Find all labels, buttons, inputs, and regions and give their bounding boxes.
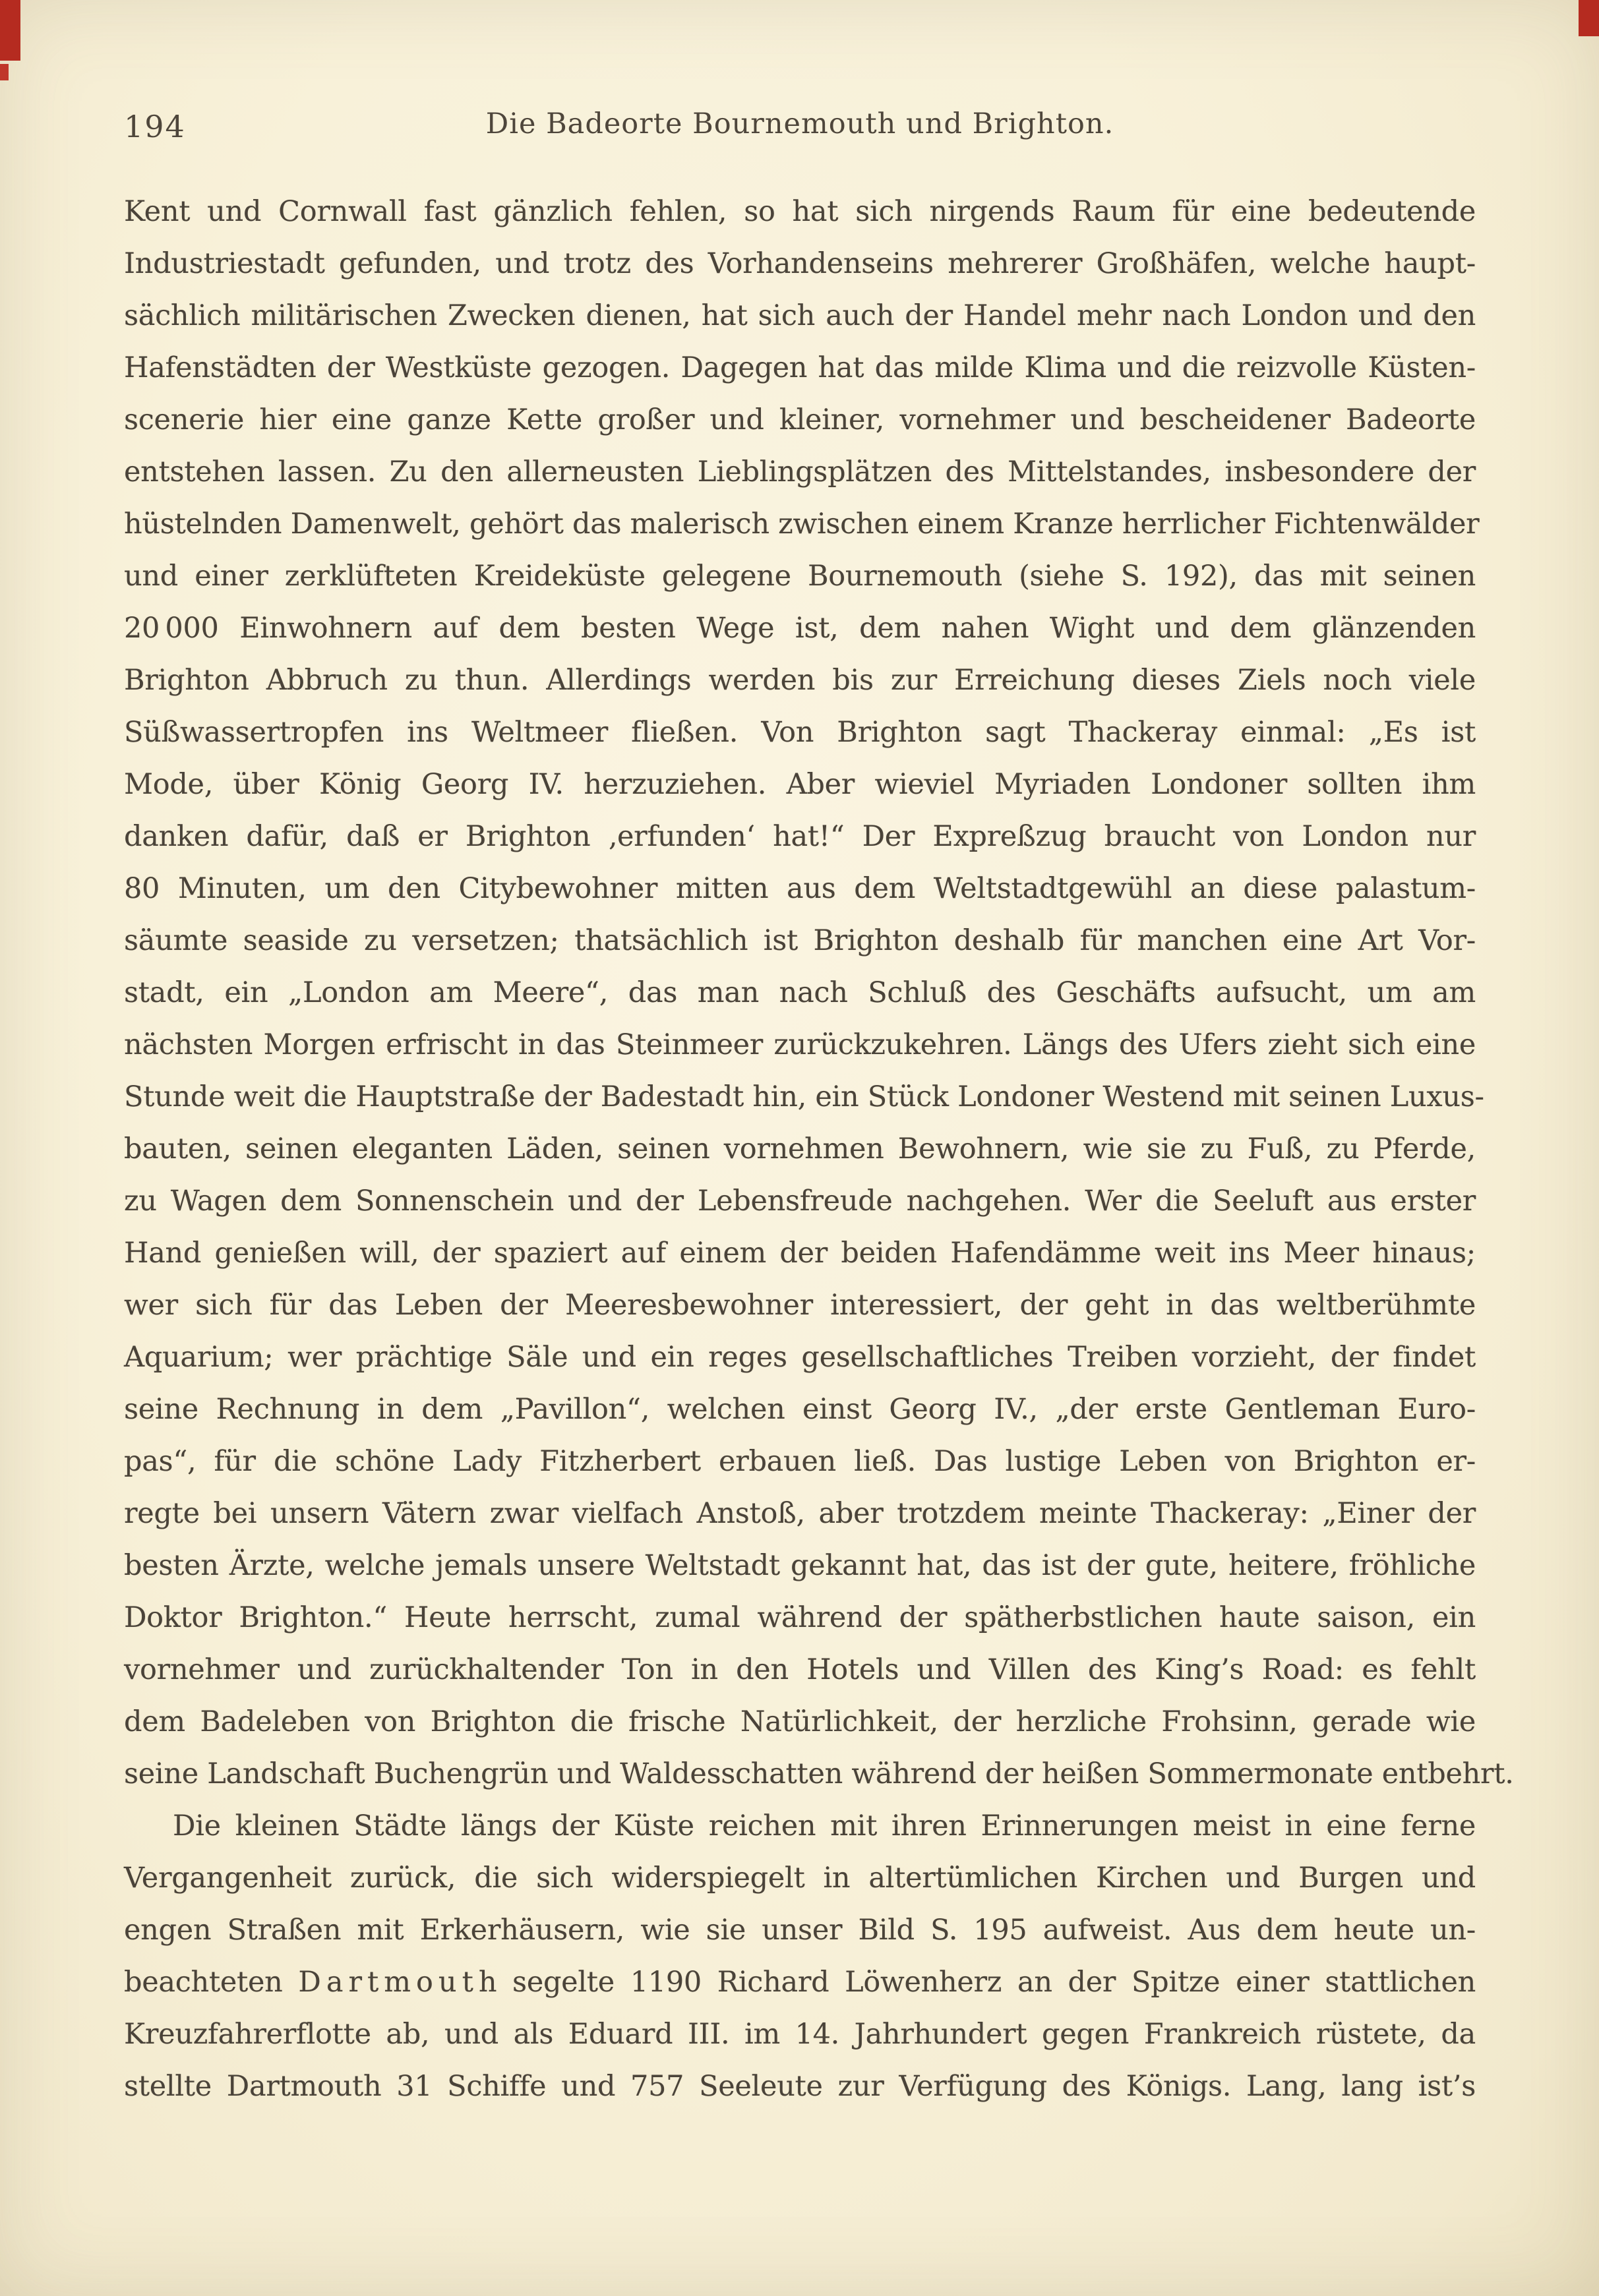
text-line: hüstelnden Damenwelt, gehört das malerisch zwischen einem Kranze herrlicher Fichtenwälder xyxy=(124,508,1480,541)
text-line: Vergangenheit zurück, die sich widerspiegelt in altertümlichen Kirchen und Burgen und xyxy=(124,1862,1476,1895)
text-line: Stunde weit die Hauptstraße der Badestadt hin, ein Stück Londoner Westend mit seinen Luxus- xyxy=(124,1080,1484,1113)
text-line: beachteten D a r t m o u t h segelte 1190 Richard Löwenherz an der Spitze einer stattlichen xyxy=(124,1966,1476,1999)
text-line: sächlich militärischen Zwecken dienen, hat sich auch der Handel mehr nach London und den xyxy=(124,299,1476,332)
text-line: regte bei unsern Vätern zwar vielfach Anstoß, aber trotzdem meinte Thackeray: „Einer der xyxy=(124,1497,1476,1530)
text-line: pas“, für die schöne Lady Fitzherbert erbauen ließ. Das lustige Leben von Brighton er- xyxy=(124,1445,1476,1478)
text-line: bauten, seinen eleganten Läden, seinen vornehmen Bewohnern, wie sie zu Fuß, zu Pferde, xyxy=(124,1133,1476,1165)
text-line: 20 000 Einwohnern auf dem besten Wege ist, dem nahen Wight und dem glänzenden xyxy=(124,612,1476,645)
text-line: Kreuzfahrerflotte ab, und als Eduard III. im 14. Jahrhundert gegen Frankreich rüstete, da xyxy=(124,2018,1476,2051)
running-title: Die Badeorte Bournemouth und Brighton. xyxy=(485,107,1114,140)
text-line: Hafenstädten der Westküste gezogen. Dagegen hat das milde Klima und die reizvolle Küsten- xyxy=(124,351,1476,384)
body-text xyxy=(124,186,1514,2113)
text-line: Brighton Abbruch zu thun. Allerdings werden bis zur Erreichung dieses Ziels noch viele xyxy=(124,664,1476,697)
text-line: scenerie hier eine ganze Kette großer und kleiner, vornehmer und bescheidener Badeorte xyxy=(124,403,1476,436)
text-line: Doktor Brighton.“ Heute herrscht, zumal während der spätherbstlichen haute saison, ein xyxy=(124,1601,1476,1634)
text-line: säumte seaside zu versetzen; thatsächlich ist Brighton deshalb für manchen eine Art Vor- xyxy=(124,924,1476,957)
text-line: nächsten Morgen erfrischt in das Steinmeer zurückzukehren. Längs des Ufers zieht sich eine xyxy=(124,1028,1476,1061)
scan-artifact-red-mark xyxy=(1579,0,1599,36)
text-line: Mode, über König Georg IV. herzuziehen. Aber wieviel Myriaden Londoner sollten ihm xyxy=(124,768,1476,801)
text-line: seine Landschaft Buchengrün und Waldesschatten während der heißen Sommermonate entbehrt. xyxy=(124,1757,1514,1790)
text-line: Aquarium; wer prächtige Säle und ein reges gesellschaftliches Treiben vorzieht, der findet xyxy=(124,1341,1476,1374)
text-line: Kent und Cornwall fast gänzlich fehlen, so hat sich nirgends Raum für eine bedeutende xyxy=(124,195,1476,228)
text-line: zu Wagen dem Sonnenschein und der Lebensfreude nachgehen. Wer die Seeluft aus erster xyxy=(124,1185,1476,1218)
text-line-paragraph-start: Die kleinen Städte längs der Küste reichen mit ihren Erinnerungen meist in eine ferne xyxy=(173,1810,1476,1842)
text-line: 80 Minuten, um den Citybewohner mitten aus dem Weltstadtgewühl an diese palastum- xyxy=(124,872,1476,905)
text-line: vornehmer und zurückhaltender Ton in den Hotels und Villen des King’s Road: es fehlt xyxy=(124,1653,1476,1686)
text-line: Industriestadt gefunden, und trotz des Vorhandenseins mehrerer Großhäfen, welche haupt- xyxy=(124,247,1476,280)
text-line: Süßwassertropfen ins Weltmeer fließen. Von Brighton sagt Thackeray einmal: „Es ist xyxy=(124,716,1476,749)
text-line: entstehen lassen. Zu den allerneusten Lieblingsplätzen des Mittelstandes, insbesondere der xyxy=(124,456,1476,488)
text-line: stellte Dartmouth 31 Schiffe und 757 Seeleute zur Verfügung des Königs. Lang, lang ist’s xyxy=(124,2070,1476,2103)
running-head xyxy=(124,107,1476,148)
text-line: und einer zerklüfteten Kreideküste gelegene Bournemouth (siehe S. 192), das mit seinen xyxy=(124,560,1476,593)
scan-artifact-red-mark xyxy=(0,64,9,80)
text-line: Hand genießen will, der spaziert auf einem der beiden Hafendämme weit ins Meer hinaus; xyxy=(124,1237,1476,1270)
scan-artifact-red-mark xyxy=(0,0,20,61)
text-line: stadt, ein „London am Meere“, das man nach Schluß des Geschäfts aufsucht, um am xyxy=(124,976,1476,1009)
text-line: besten Ärzte, welche jemals unsere Weltstadt gekannt hat, das ist der gute, heitere, fröhliche xyxy=(124,1549,1476,1582)
text-line: danken dafür, daß er Brighton ‚erfunden‘ hat!“ Der Expreßzug braucht von London nur xyxy=(124,820,1476,853)
page-number: 194 xyxy=(124,109,186,144)
text-line: engen Straßen mit Erkerhäusern, wie sie unser Bild S. 195 aufweist. Aus dem heute un- xyxy=(124,1914,1476,1947)
text-line: dem Badeleben von Brighton die frische Natürlichkeit, der herzliche Frohsinn, gerade wie xyxy=(124,1705,1476,1738)
text-line: wer sich für das Leben der Meeresbewohner interessiert, der geht in das weltberühmte xyxy=(124,1289,1476,1322)
text-line: seine Rechnung in dem „Pavillon“, welchen einst Georg IV., „der erste Gentleman Euro- xyxy=(124,1393,1476,1426)
